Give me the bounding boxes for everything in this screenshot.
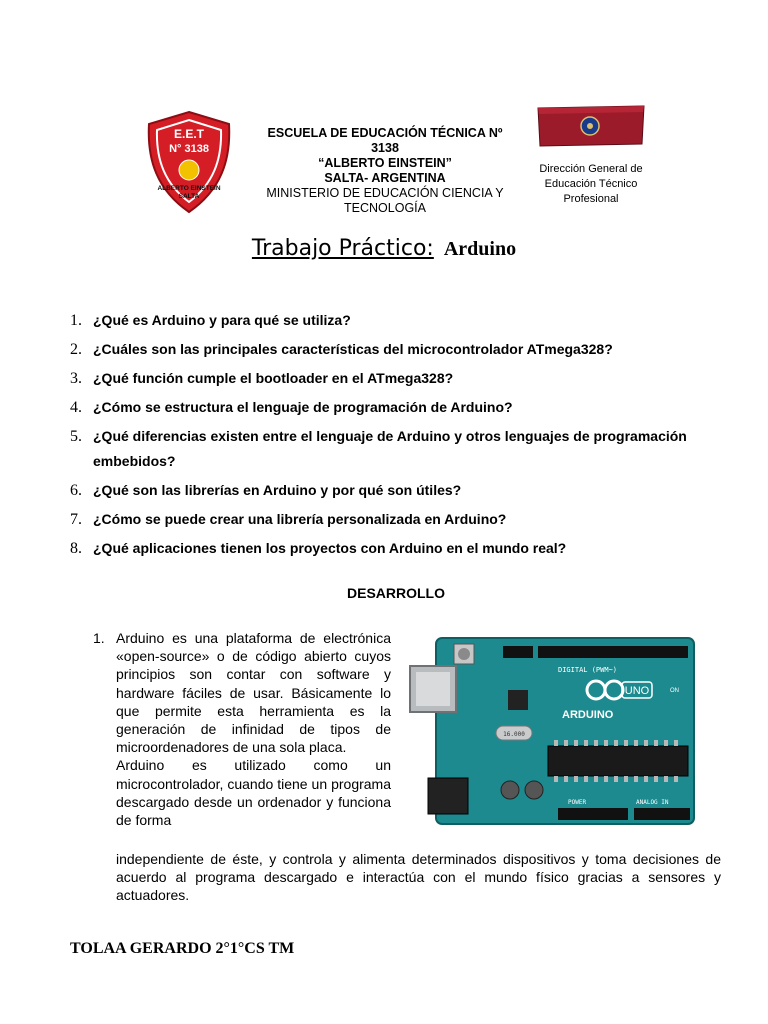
question-text: ¿Cuáles son las principales características del microcontrolador ATmega328? [93,341,613,357]
answer-paragraph-2b: independiente de éste, y controla y alimenta determinados dispositivos y toma decisiones de acuerdo al programa descargado e interactúa con el mundo físico gracias a sensores y actuadores. [116,851,721,904]
board-model-label: UNO [624,685,650,697]
answer-paragraph-1: Arduino es una plataforma de electrónica «open-source» o de código abierto cuyos principios son contar con software y hardware fáciles de usar. Básicamente lo que permite esta herramienta es la generación de infinidad de tipos de microordenadores de una sola placa. [116,630,391,756]
question-item [70,366,740,391]
question-text: ¿Qué diferencias existen entre el lenguaje de Arduino y otros lenguajes de programación embebidos? [93,428,687,469]
shield-line-4: SALTA [178,193,200,200]
question-text: ¿Cómo se estructura el lenguaje de programación de Arduino? [93,399,513,415]
ministry-line-2: TECNOLOGÍA [344,201,426,215]
school-name-line-3: “ALBERTO EINSTEIN” [318,156,452,170]
question-item [70,337,740,362]
ministry-line-1: MINISTERIO DE EDUCACIÓN CIENCIA Y [266,186,504,200]
dgetp-line-3: Profesional [563,193,619,205]
page-title [0,236,768,261]
question-item [70,395,740,420]
answer-text-column [116,629,391,829]
question-item [70,308,740,333]
board-crystal-label: 16.000 [503,731,525,738]
dgetp-caption [526,162,656,207]
shield-line-1: E.E.T [173,127,205,141]
answer-paragraph-2a: Arduino es utilizado como un microcontrolador, cuando tiene un programa descargado desde un ordenador y funciona de forma [116,757,391,829]
board-digital-label: DIGITAL (PWM~) [558,666,618,674]
shield-line-2: N° 3138 [169,143,209,155]
board-brand-label: ARDUINO [562,709,614,721]
author-line: TOLAA GERARDO 2°1°CS TM [70,940,295,957]
question-number: 8. [70,540,82,557]
question-text: ¿Cómo se puede crear una librería personalizada en Arduino? [93,511,507,527]
question-text: ¿Qué función cumple el bootloader en el ATmega328? [93,370,454,386]
question-item [70,478,740,503]
question-number: 7. [70,511,82,528]
shield-line-3: ALBERTO EINSTEIN [157,185,221,192]
question-text: ¿Qué es Arduino y para qué se utiliza? [93,312,351,328]
school-shield-logo [145,110,233,214]
arduino-uno-board-image [408,630,700,830]
question-item [70,507,740,532]
question-list [70,308,740,565]
school-name-line-2: 3138 [371,141,399,155]
section-heading: DESARROLLO [347,585,445,601]
question-item [70,536,740,561]
question-text: ¿Qué aplicaciones tienen los proyectos con Arduino en el mundo real? [93,540,567,556]
question-number: 3. [70,370,82,387]
board-on-label: ON [670,688,679,694]
question-number: 5. [70,428,82,445]
dgetp-line-1: Dirección General de [539,163,643,175]
board-analog-label: ANALOG IN [636,799,669,806]
school-location: SALTA- ARGENTINA [324,171,446,185]
question-number: 4. [70,399,82,416]
board-power-label: POWER [568,799,587,806]
provincial-flag-logo [536,104,646,148]
question-number: 1. [70,312,82,329]
title-subject: Arduino [443,238,517,260]
question-item [70,424,740,474]
answer-number: 1. [93,630,105,646]
question-number: 6. [70,482,82,499]
school-header [245,126,525,216]
dgetp-line-2: Educación Técnico [544,178,638,190]
title-label: Trabajo Práctico: [251,236,434,261]
question-number: 2. [70,341,82,358]
question-text: ¿Qué son las librerías en Arduino y por qué son útiles? [93,482,462,498]
school-name-line-1: ESCUELA DE EDUCACIÓN TÉCNICA Nº [267,126,503,140]
